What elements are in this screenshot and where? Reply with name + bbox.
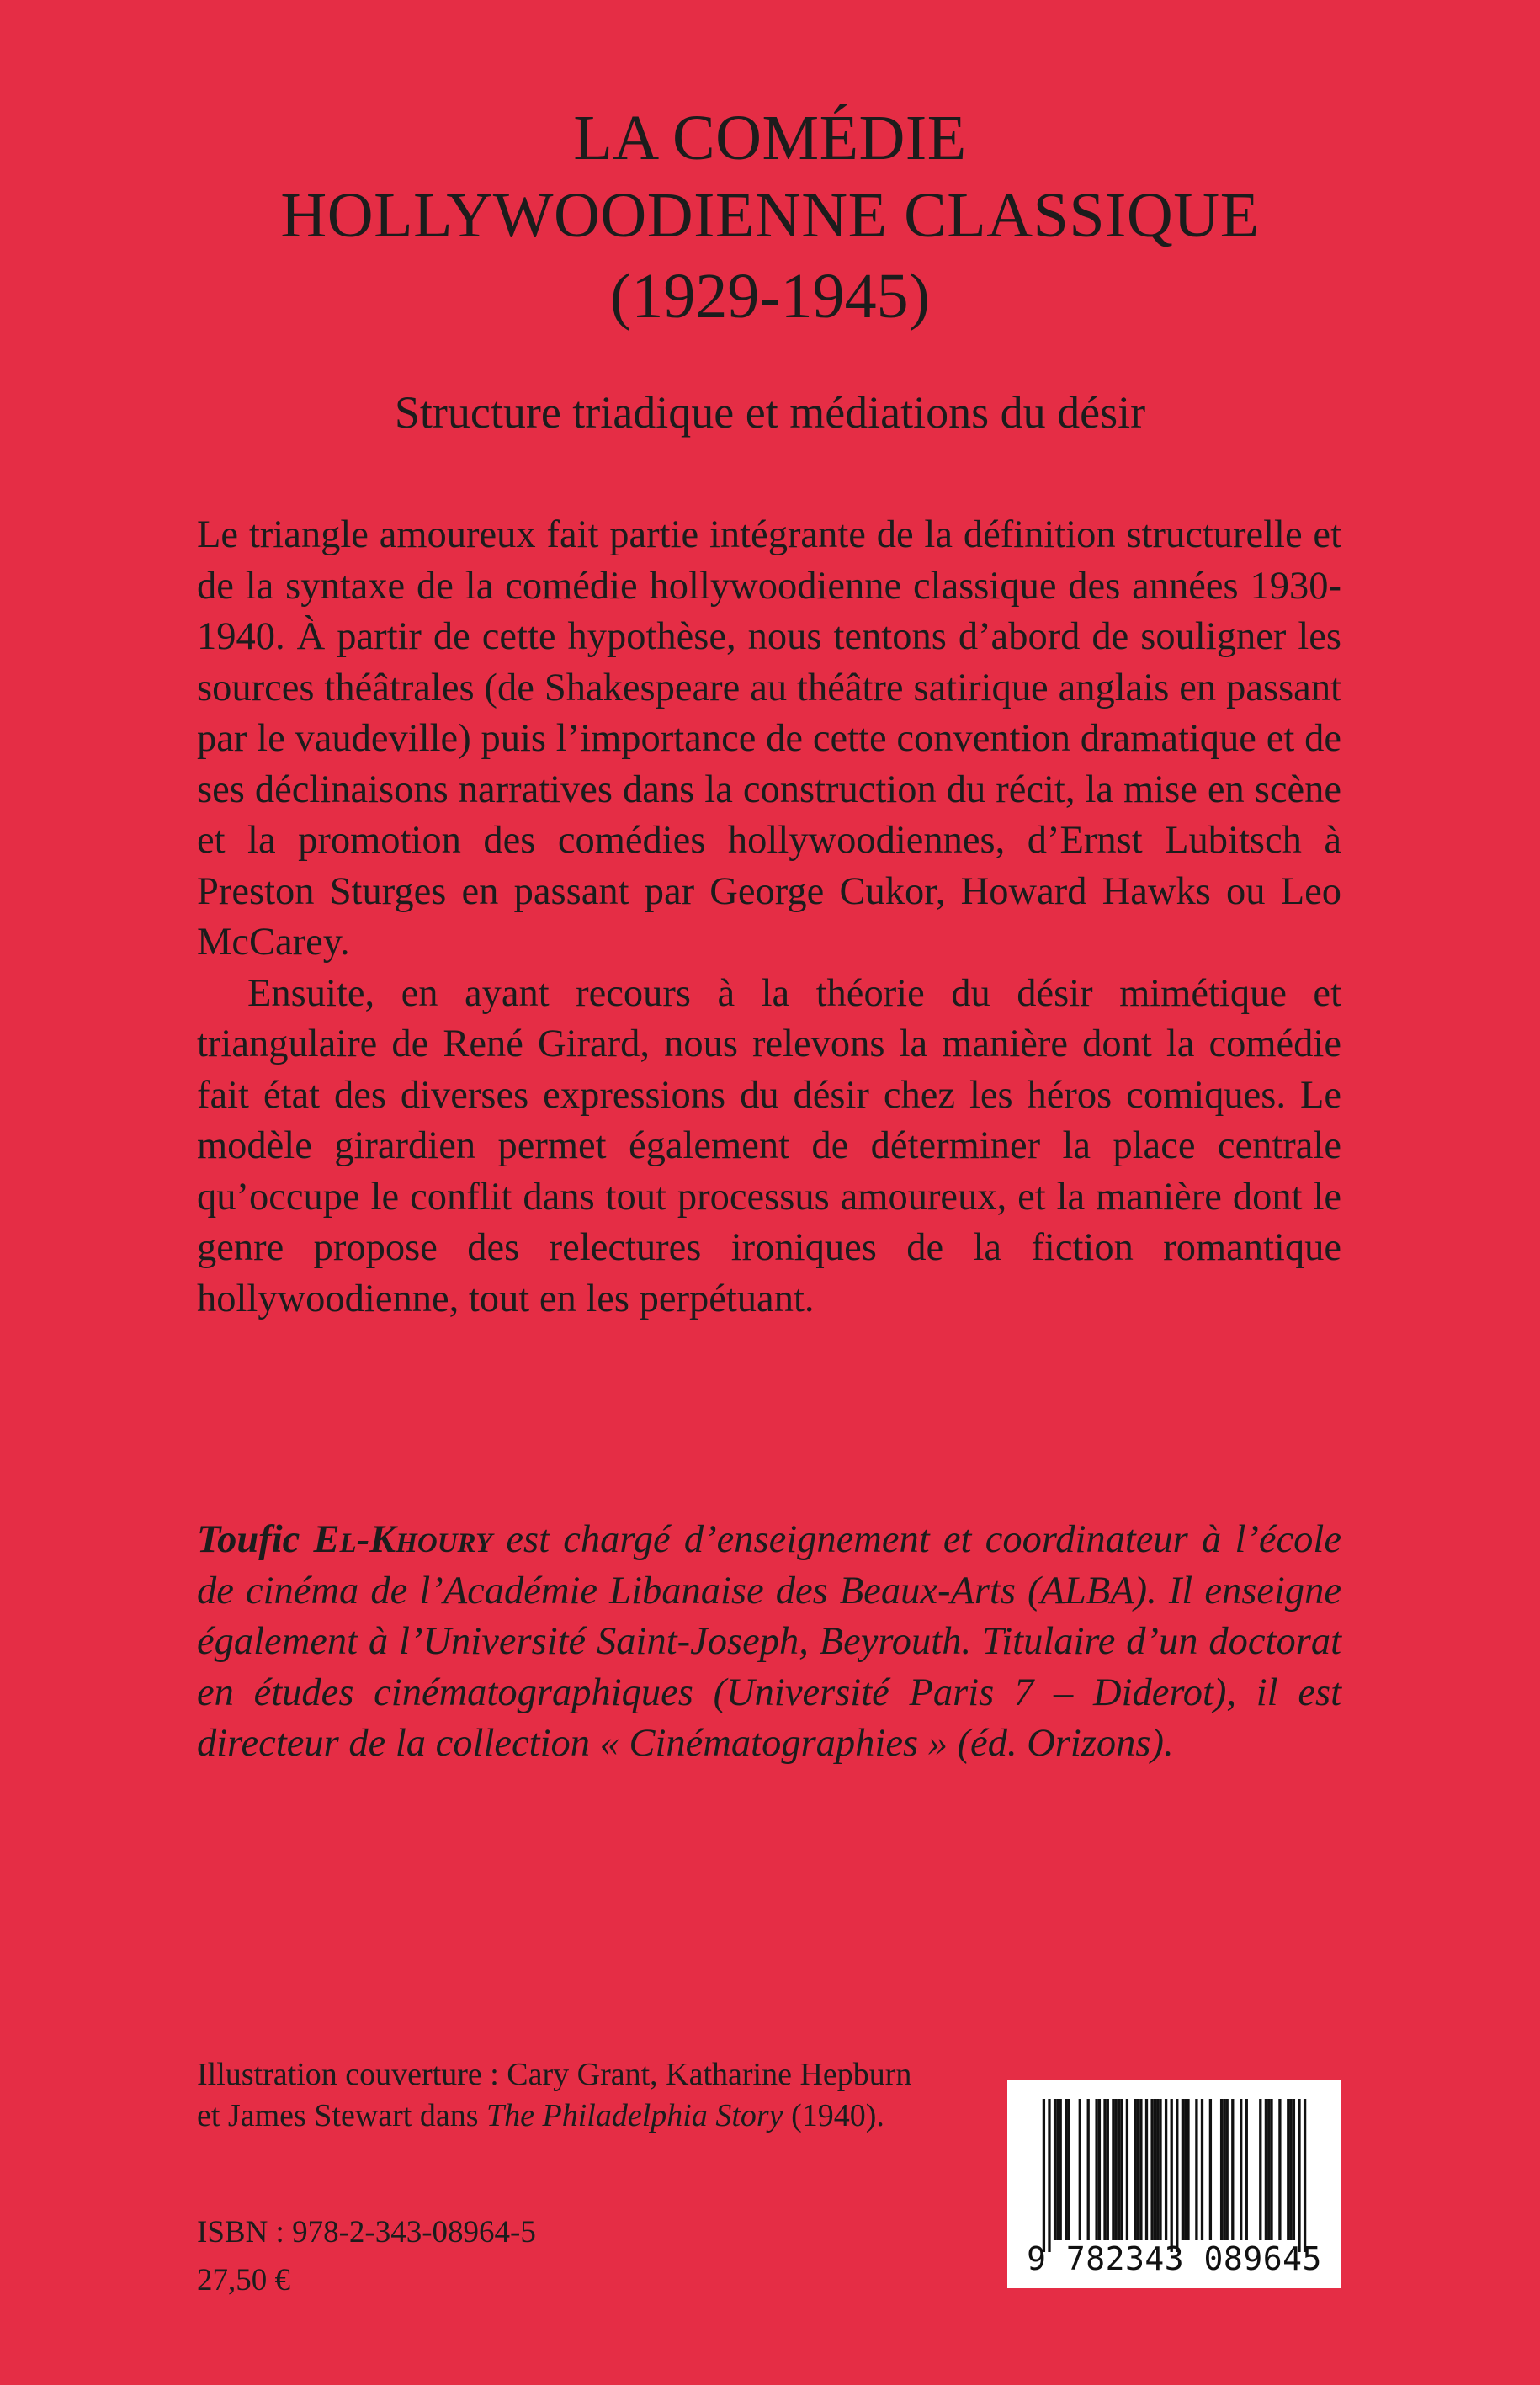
barcode-bar bbox=[1156, 2099, 1159, 2240]
barcode-bar bbox=[1107, 2099, 1109, 2240]
barcode-bar bbox=[1195, 2099, 1197, 2240]
barcode-bar bbox=[1098, 2099, 1101, 2240]
blurb-paragraph-2: Ensuite, en ayant recours à la théorie du désir mimétique et triangulaire de René Girard, nous relevons la manière dont la comédie fait état des diverses expressions du désir chez les héros comiques. Le modèle girardien permet également de déterminer la place centrale qu’occupe le conflit dans tout processus amoureux, et la manière dont le genre propose des relectures ironiques de la fiction romantique hollywoodienne, tout en les perpétuant. bbox=[197, 971, 1341, 1320]
barcode-bar bbox=[1087, 2099, 1090, 2240]
isbn: ISBN : 978-2-343-08964-5 bbox=[197, 2215, 536, 2250]
barcode-bar bbox=[1115, 2099, 1118, 2240]
barcode-bar bbox=[1150, 2099, 1153, 2240]
author-bio bbox=[197, 1515, 1341, 1770]
barcode-bar bbox=[1223, 2099, 1225, 2240]
title-line-2: HOLLYWOODIENNE CLASSIQUE bbox=[280, 180, 1260, 251]
barcode bbox=[1007, 2080, 1341, 2288]
barcode-bar bbox=[1056, 2099, 1059, 2240]
barcode-bar bbox=[1220, 2099, 1223, 2240]
barcode-bar bbox=[1059, 2099, 1062, 2240]
credit-year: (1940). bbox=[791, 2098, 884, 2133]
barcode-bar bbox=[1267, 2099, 1270, 2240]
barcode-bar bbox=[1112, 2099, 1114, 2240]
barcode-bar bbox=[1226, 2099, 1229, 2240]
barcode-bar bbox=[1265, 2099, 1267, 2240]
cover-illustration-credit bbox=[197, 2054, 937, 2137]
barcode-bar bbox=[1187, 2099, 1189, 2240]
blurb-paragraph-1: Le triangle amoureux fait partie intégrante de la définition structurelle et de la syntaxe de la comédie hollywoodienne classique des années 1930-1940. À partir de cette hypothèse, nous tentons d’abord de souligner les sources théâtrales (de Shakespeare au théâtre satirique anglais en passant par le vaudeville) puis l’importance de cette convention dramatique et de ses déclinaisons narratives dans la construction du récit, la mise en scène et la promotion des comédies hollywoodiennes, d’Ernst Lubitsch à Preston Sturges en passant par George Cukor, Howard Hawks ou Leo McCarey. bbox=[197, 513, 1341, 964]
barcode-bar bbox=[1289, 2099, 1292, 2240]
barcode-bar bbox=[1120, 2099, 1123, 2240]
barcode-bar bbox=[1126, 2099, 1128, 2240]
barcode-bar bbox=[1209, 2099, 1212, 2240]
credit-prefix: Illustration couverture : Cary Grant, Katharine Hepburn et James Stewart dans bbox=[197, 2057, 912, 2133]
barcode-bar bbox=[1067, 2099, 1070, 2240]
barcode-bar bbox=[1201, 2099, 1203, 2240]
barcode-bar bbox=[1154, 2099, 1156, 2240]
barcode-bar bbox=[1065, 2099, 1067, 2240]
barcode-bar bbox=[1137, 2099, 1139, 2240]
barcode-bar bbox=[1103, 2099, 1106, 2240]
barcode-bar bbox=[1293, 2099, 1295, 2240]
blurb bbox=[197, 510, 1341, 1325]
barcode-bar bbox=[1054, 2099, 1056, 2240]
title-line-1: LA COMÉDIE bbox=[573, 103, 967, 173]
barcode-bar bbox=[1182, 2099, 1184, 2240]
barcode-bar bbox=[1043, 2099, 1045, 2252]
barcode-bar bbox=[1259, 2099, 1261, 2240]
author-name bbox=[197, 1518, 492, 1561]
barcode-bar bbox=[1145, 2099, 1148, 2240]
author-last-name: El-Khoury bbox=[313, 1518, 493, 1561]
book-title bbox=[0, 99, 1540, 338]
author-first-name: Toufic bbox=[197, 1518, 300, 1561]
barcode-bar bbox=[1165, 2099, 1167, 2240]
barcode-bar bbox=[1176, 2099, 1178, 2252]
barcode-bar bbox=[1171, 2099, 1173, 2252]
credit-film-title: The Philadelphia Story bbox=[486, 2098, 783, 2133]
barcode-bar bbox=[1184, 2099, 1187, 2240]
barcode-bar bbox=[1245, 2099, 1248, 2240]
barcode-bar bbox=[1298, 2099, 1300, 2252]
barcode-bar bbox=[1134, 2099, 1137, 2240]
title-years: (1929-1945) bbox=[610, 261, 930, 332]
barcode-bar bbox=[1304, 2099, 1306, 2252]
barcode-bar bbox=[1231, 2099, 1234, 2240]
book-subtitle: Structure triadique et médiations du désir bbox=[394, 387, 1146, 438]
barcode-bar bbox=[1278, 2099, 1281, 2240]
barcode-bar bbox=[1079, 2099, 1081, 2240]
barcode-bar bbox=[1287, 2099, 1289, 2240]
author-bio-text: est chargé d’enseignement et coordinateur à l’école de cinéma de l’Académie Libanaise des Beaux-Arts (ALBA). Il enseigne également à l’Université Saint-Joseph, Beyrouth. Titulaire d’un doctorat en études cinématographiques (Université Paris 7 – Diderot), il est directeur de la collection « Cinématographies » (éd. Orizons). bbox=[197, 1518, 1341, 1765]
barcode-digits: 9 782343 089645 bbox=[1027, 2240, 1322, 2277]
barcode-bar bbox=[1095, 2099, 1097, 2240]
barcode-bar bbox=[1240, 2099, 1242, 2240]
barcode-bar bbox=[1048, 2099, 1050, 2252]
barcode-bar bbox=[1159, 2099, 1161, 2240]
price: 27,50 € bbox=[197, 2263, 290, 2297]
barcode-bar bbox=[1118, 2099, 1120, 2240]
barcode-bar bbox=[1139, 2099, 1142, 2240]
barcode-bar bbox=[1270, 2099, 1272, 2240]
